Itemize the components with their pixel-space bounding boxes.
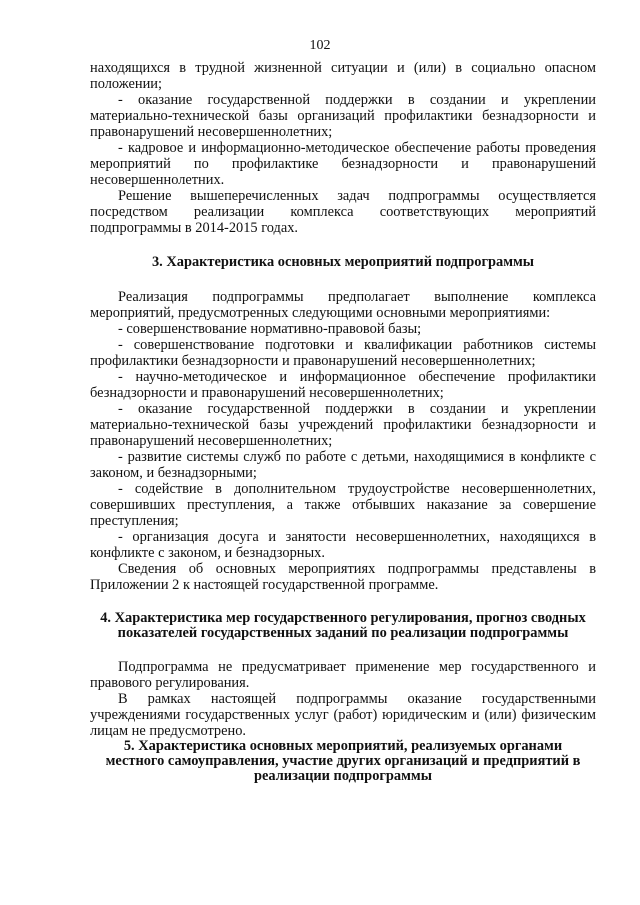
list-item: - оказание государственной поддержки в создании и укреплении материально-технической базы организаций профилактики безнадзорности и правонарушений несовершеннолетних; [90,92,596,140]
section-5-heading-line-3: реализации подпрограммы [254,768,432,784]
section-4-heading-line-2: показателей государственных заданий по реализации подпрограммы [117,625,569,641]
list-item: - совершенствование нормативно-правовой базы; [118,321,422,337]
paragraph: Реализация подпрограммы предполагает выполнение комплекса мероприятий, предусмотренных следующими основными мероприятиями: [90,289,596,321]
paragraph: Подпрограмма не предусматривает применение мер государственного и правового регулирования. [90,659,596,691]
list-item: - кадровое и информационно-методическое обеспечение работы проведения мероприятий по профилактике безнадзорности и правонарушений несовершеннолетних. [90,140,596,188]
page-number: 102 [309,38,331,53]
list-item: - развитие системы служб по работе с детьми, находящимися в конфликте с законом, и безнадзорными; [90,449,596,481]
list-item: - оказание государственной поддержки в создании и укреплении материально-технической базы учреждений профилактики безнадзорности и правонарушений несовершеннолетних; [90,401,596,449]
paragraph: Решение вышеперечисленных задач подпрограммы осуществляется посредством реализации комплекса соответствующих мероприятий подпрограммы в 2014-2015 годах. [90,188,596,236]
list-item: - научно-методическое и информационное обеспечение профилактики безнадзорности и правонарушений несовершеннолетних; [90,369,596,401]
paragraph: находящихся в трудной жизненной ситуации и (или) в социально опасном положении; [90,60,596,92]
list-item: - организация досуга и занятости несовершеннолетних, находящихся в конфликте с законом, и безнадзорных. [90,529,596,561]
document-body [90,60,596,784]
paragraph: Сведения об основных мероприятиях подпрограммы представлены в Приложении 2 к настоящей государственной программе. [90,561,596,593]
section-3-heading: 3. Характеристика основных мероприятий подпрограммы [151,254,535,270]
section-5-heading-line-1: 5. Характеристика основных мероприятий, реализуемых органами [123,738,563,754]
paragraph: В рамках настоящей подпрограммы оказание государственными учреждениями государственных услуг (работ) юридическим и (или) физическим лицам не предусмотрено. [90,691,596,739]
section-4-heading-line-1: 4. Характеристика мер государственного регулирования, прогноз сводных [100,610,586,626]
list-item: - содействие в дополнительном трудоустройстве несовершеннолетних, совершивших преступления, а также отбывших наказание за совершение преступления; [90,481,596,529]
list-item: - совершенствование подготовки и квалификации работников системы профилактики безнадзорности и правонарушений несовершеннолетних; [90,337,596,369]
section-5-heading-line-2: местного самоуправления, участие других организаций и предприятий в [105,753,581,769]
